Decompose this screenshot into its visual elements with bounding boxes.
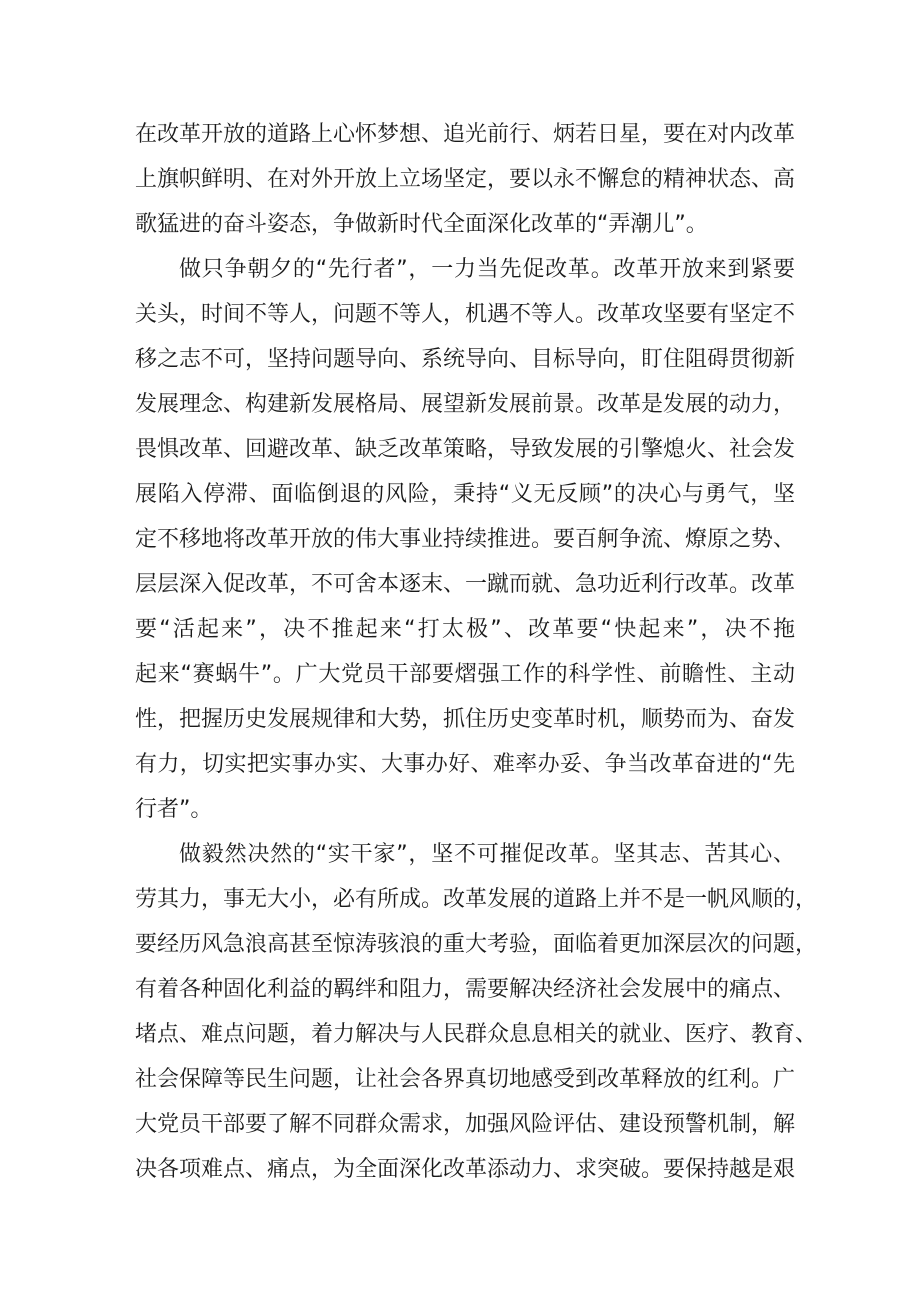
text-line: 层层深入促改革，不可舍本逐末、一蹴而就、急功近利行改革。改革 (135, 572, 796, 597)
text-line: 歌猛进的奋斗姿态，争做新时代全面深化改革的“弄潮儿”。 (135, 212, 708, 237)
text-line: 要“活起来”，决不推起来“打太极”、改革要“快起来”，决不拖 (135, 617, 795, 642)
text-line: 上旗帜鲜明、在对外开放上立场坚定，要以永不懈怠的精神状态、高 (135, 167, 796, 192)
document-body (135, 112, 818, 1192)
text-line: 关头，时间不等人，问题不等人，机遇不等人。改革攻坚要有坚定不 (135, 302, 796, 327)
text-line: 起来“赛蜗牛”。广大党员干部要熠强工作的科学性、前瞻性、主动 (135, 662, 795, 687)
text-line: 在改革开放的道路上心怀梦想、追光前行、炳若日星，要在对内改革 (135, 122, 796, 147)
paragraph (135, 112, 795, 247)
text-line: 性，把握历史发展规律和大势，抓住历史变革时机，顺势而为、奋发 (135, 707, 796, 732)
text-line: 社会保障等民生问题，让社会各界真切地感受到改革释放的红利。广 (135, 1067, 796, 1092)
text-line: 决各项难点、痛点，为全面深化改革添动力、求突破。要保持越是艰 (135, 1157, 796, 1182)
text-line: 做只争朝夕的“先行者”，一力当先促改革。改革开放来到紧要 (179, 257, 796, 282)
text-line: 做毅然决然的“实干家”，坚不可摧促改革。坚其志、苦其心、 (179, 842, 796, 867)
text-line: 有力，切实把实事办实、大事办好、难率办妥、争当改革奋进的“先 (135, 752, 795, 777)
text-line: 发展理念、构建新发展格局、展望新发展前景。改革是发展的动力， (135, 392, 796, 417)
paragraph (135, 247, 795, 832)
text-line: 行者”。 (135, 797, 213, 822)
text-line: 有着各种固化利益的羁绊和阻力，需要解决经济社会发展中的痛点、 (135, 977, 796, 1002)
text-line: 展陷入停滞、面临倒退的风险，秉持“义无反顾”的决心与勇气，坚 (135, 482, 795, 507)
text-line: 大党员干部要了解不同群众需求，加强风险评估、建设预警机制，解 (135, 1112, 796, 1137)
text-line: 畏惧改革、回避改革、缺乏改革策略，导致发展的引擎熄火、社会发 (135, 437, 796, 462)
text-line: 定不移地将改革开放的伟大事业持续推进。要百舸争流、燎原之势、 (135, 527, 796, 552)
text-line: 要经历风急浪高甚至惊涛骇浪的重大考验，面临着更加深层次的问题， (135, 932, 818, 957)
text-line: 移之志不可，坚持问题导向、系统导向、目标导向，盯住阻碍贯彻新 (135, 347, 796, 372)
paragraph (135, 832, 818, 1192)
text-line: 劳其力，事无大小，必有所成。改革发展的道路上并不是一帆风顺的， (135, 887, 818, 912)
text-line: 堵点、难点问题，着力解决与人民群众息息相关的就业、医疗、教育、 (135, 1022, 818, 1047)
